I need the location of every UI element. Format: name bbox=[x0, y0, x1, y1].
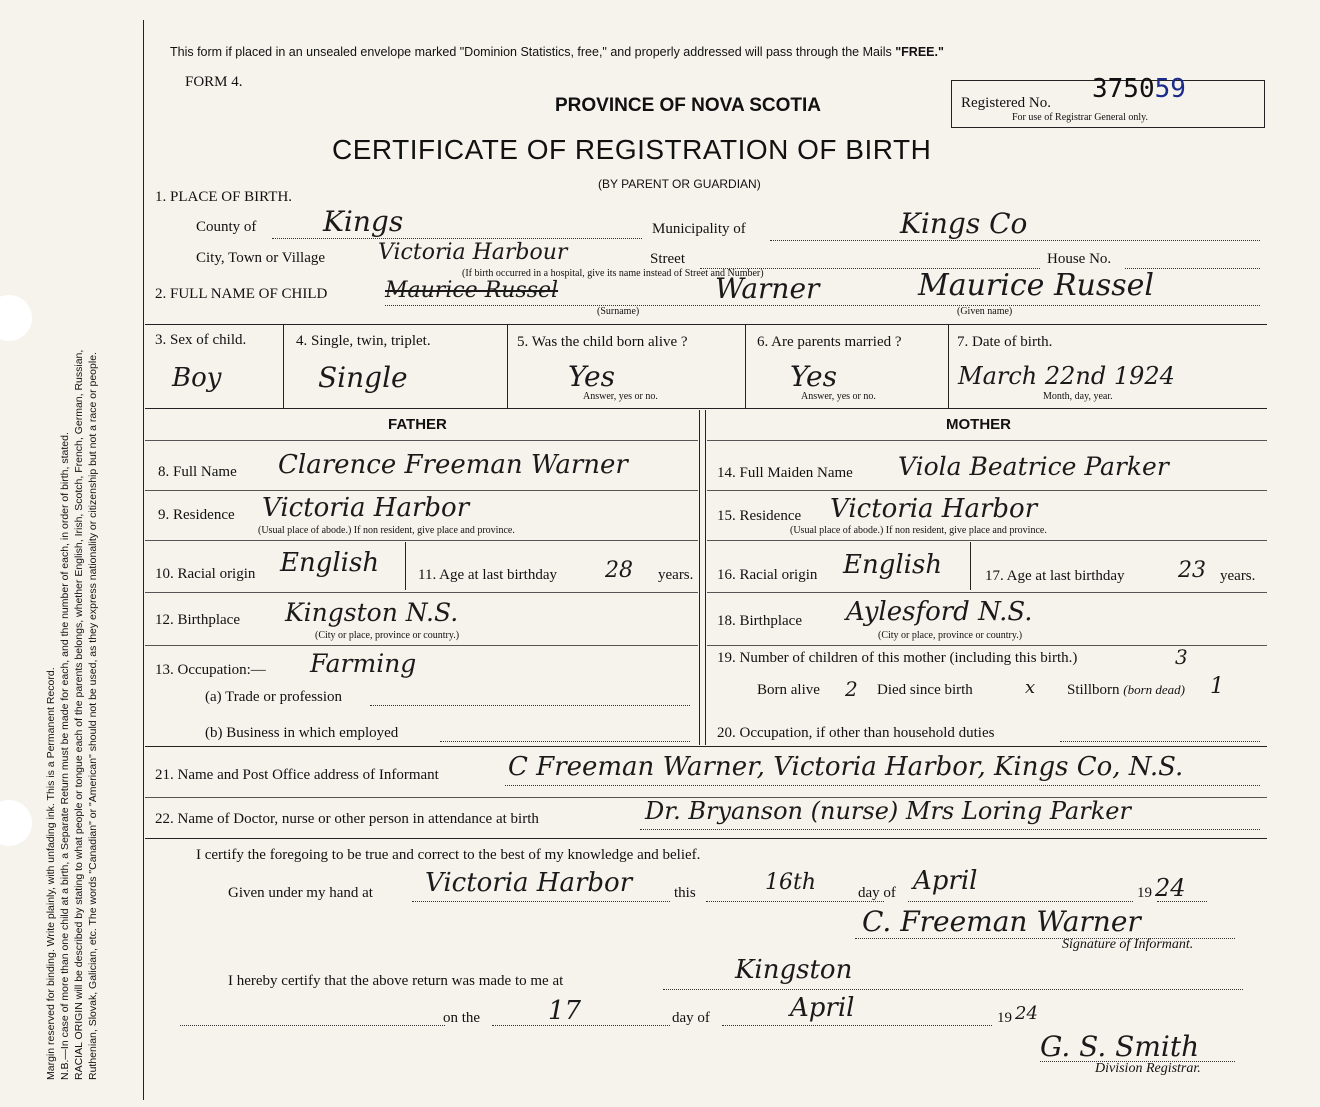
side-note-4: Ruthenian, Slovak, Galician, etc. The words "Canadian" or "American" should not be used, as they express nationality or citizenship but not a race or people. bbox=[87, 352, 99, 1080]
doctor-label: 22. Name of Doctor, nurse or other person in attendance at birth bbox=[155, 811, 539, 827]
side-note-2: N.B.—In case of more than one child at a birth, a Separate Return must be made for each, and the number of each, in order of birth, stated. bbox=[59, 432, 71, 1080]
margin-rule bbox=[143, 20, 144, 1100]
stillborn-value: 1 bbox=[1210, 674, 1224, 699]
date-value: March 22nd 1924 bbox=[958, 362, 1175, 390]
municipality-label: Municipality of bbox=[652, 221, 746, 237]
sex-value: Boy bbox=[172, 363, 222, 393]
given-year-prefix: 19 bbox=[1137, 885, 1152, 901]
father-occupation-label: 13. Occupation:— bbox=[155, 662, 266, 678]
registrar-month-value: April bbox=[790, 993, 855, 1023]
twin-label: 4. Single, twin, triplet. bbox=[296, 333, 431, 349]
surname-caption: (Surname) bbox=[597, 306, 640, 317]
father-abode-note: (Usual place of abode.) If non resident, give place and province. bbox=[258, 525, 515, 536]
father-age-value: 28 bbox=[605, 558, 633, 583]
informant-label: 21. Name and Post Office address of Informant bbox=[155, 767, 439, 783]
father-birthplace-value: Kingston N.S. bbox=[285, 598, 459, 627]
city-value: Victoria Harbour bbox=[378, 240, 568, 265]
mother-occupation-label: 20. Occupation, if other than household duties bbox=[717, 725, 995, 741]
given-under-label: Given under my hand at bbox=[228, 885, 373, 901]
certify-statement: I certify the foregoing to be true and correct to the best of my knowledge and belief. bbox=[196, 847, 701, 863]
mother-residence-label: 15. Residence bbox=[717, 508, 802, 524]
father-trade-label: (a) Trade or profession bbox=[205, 689, 343, 705]
registrar-use-note: For use of Registrar General only. bbox=[1012, 112, 1148, 123]
died-label: Died since birth bbox=[877, 682, 973, 698]
mother-racial-label: 16. Racial origin bbox=[717, 567, 818, 583]
father-age-label: 11. Age at last birthday bbox=[418, 567, 557, 583]
given-caption: (Given name) bbox=[957, 306, 1013, 317]
child-surname: Warner bbox=[715, 272, 820, 305]
side-margin-notes bbox=[8, 20, 138, 1100]
father-age-years: years. bbox=[658, 567, 694, 583]
given-year-value: 24 bbox=[1155, 874, 1186, 902]
father-city-note: (City or place, province or country.) bbox=[315, 630, 460, 641]
died-value: x bbox=[1025, 677, 1036, 698]
father-birthplace-label: 12. Birthplace bbox=[155, 612, 240, 628]
informant-value: C Freeman Warner, Victoria Harbor, Kings Co, N.S. bbox=[508, 752, 1184, 782]
father-heading: FATHER bbox=[388, 416, 447, 433]
page-title: CERTIFICATE OF REGISTRATION OF BIRTH bbox=[332, 134, 932, 165]
child-name-struck: Maurice Russel bbox=[385, 278, 559, 303]
mother-abode-note: (Usual place of abode.) If non resident, give place and province. bbox=[790, 525, 1047, 536]
municipality-value: Kings Co bbox=[900, 207, 1028, 240]
mail-notice: This form if placed in an unsealed envelope marked "Dominion Statistics, free," and properly addressed will pass through the Mails "FREE." bbox=[170, 45, 944, 59]
father-name-value: Clarence Freeman Warner bbox=[278, 450, 628, 480]
stillborn-label: Stillborn (born dead) bbox=[1067, 682, 1186, 698]
mother-racial-value: English bbox=[843, 550, 943, 580]
child-name-label: 2. FULL NAME OF CHILD bbox=[155, 286, 328, 302]
house-label: House No. bbox=[1047, 251, 1112, 267]
father-residence-value: Victoria Harbor bbox=[262, 493, 470, 523]
registrar-signature: G. S. Smith bbox=[1040, 1030, 1200, 1063]
mother-city-note: (City or place, province or country.) bbox=[878, 630, 1023, 641]
form-number: FORM 4. bbox=[185, 74, 243, 90]
registrar-place-value: Kingston bbox=[735, 955, 853, 985]
side-note-3: RACIAL ORIGIN will be described by stating to what people or tongue each of the parents belongs, whether English, Irish, Scotch, French, German, Russian, bbox=[73, 349, 85, 1080]
mother-age-value: 23 bbox=[1178, 558, 1206, 583]
father-racial-label: 10. Racial origin bbox=[155, 566, 256, 582]
informant-signature-caption: Signature of Informant. bbox=[1062, 937, 1194, 952]
mother-residence-value: Victoria Harbor bbox=[830, 494, 1038, 524]
father-racial-value: English bbox=[280, 548, 380, 578]
child-given-name: Maurice Russel bbox=[918, 268, 1155, 303]
mother-name-label: 14. Full Maiden Name bbox=[717, 465, 853, 481]
registrar-caption: Division Registrar. bbox=[1095, 1061, 1201, 1076]
date-label: 7. Date of birth. bbox=[957, 334, 1053, 350]
mother-children-label: 19. Number of children of this mother (including this birth.) bbox=[717, 650, 1078, 666]
given-day-value: 16th bbox=[765, 870, 817, 895]
born-alive-value: 2 bbox=[845, 677, 858, 701]
on-the-label: on the bbox=[443, 1010, 481, 1026]
registrar-year-value: 24 bbox=[1015, 1003, 1038, 1024]
mother-age-years: years. bbox=[1220, 568, 1256, 584]
given-month-value: April bbox=[913, 866, 978, 896]
county-value: Kings bbox=[323, 205, 404, 238]
mother-birthplace-label: 18. Birthplace bbox=[717, 613, 802, 629]
informant-signature: C. Freeman Warner bbox=[862, 905, 1141, 938]
mother-children-value: 3 bbox=[1175, 645, 1188, 669]
married-value: Yes bbox=[790, 360, 837, 393]
married-caption: Answer, yes or no. bbox=[801, 391, 876, 402]
given-day-of-label: day of bbox=[858, 885, 896, 901]
registrar-day-of-label: day of bbox=[672, 1010, 710, 1026]
mother-heading: MOTHER bbox=[946, 416, 1011, 433]
side-note-1: Margin reserved for binding. Write plainly, with unfading ink. This is a Permanent Record. bbox=[45, 667, 57, 1080]
alive-value: Yes bbox=[568, 360, 615, 393]
province-heading: PROVINCE OF NOVA SCOTIA bbox=[555, 95, 822, 116]
street-label: Street bbox=[650, 251, 685, 267]
father-name-label: 8. Full Name bbox=[158, 464, 237, 480]
hospital-note: (If birth occurred in a hospital, give its name instead of Street and Number) bbox=[462, 268, 764, 279]
mother-birthplace-value: Aylesford N.S. bbox=[846, 597, 1033, 627]
father-business-label: (b) Business in which employed bbox=[205, 725, 399, 741]
page-subtitle: (BY PARENT OR GUARDIAN) bbox=[598, 177, 761, 191]
city-label: City, Town or Village bbox=[196, 250, 326, 266]
place-of-birth-label: 1. PLACE OF BIRTH. bbox=[155, 189, 293, 205]
born-alive-label: Born alive bbox=[757, 682, 820, 698]
mother-age-label: 17. Age at last birthday bbox=[985, 568, 1125, 584]
sex-label: 3. Sex of child. bbox=[155, 332, 247, 348]
registered-label: Registered No. bbox=[961, 95, 1051, 111]
doctor-value: Dr. Bryanson (nurse) Mrs Loring Parker bbox=[645, 797, 1131, 825]
father-residence-label: 9. Residence bbox=[158, 507, 235, 523]
alive-caption: Answer, yes or no. bbox=[583, 391, 658, 402]
given-place-value: Victoria Harbor bbox=[425, 868, 633, 898]
date-caption: Month, day, year. bbox=[1043, 391, 1113, 402]
county-label: County of bbox=[196, 219, 257, 235]
registered-number: 375059 bbox=[1092, 74, 1186, 104]
twin-value: Single bbox=[318, 361, 408, 394]
alive-label: 5. Was the child born alive ? bbox=[517, 334, 688, 350]
this-label: this bbox=[674, 885, 696, 901]
registrar-day-value: 17 bbox=[548, 996, 582, 1026]
married-label: 6. Are parents married ? bbox=[757, 334, 902, 350]
registrar-year-prefix: 19 bbox=[997, 1010, 1012, 1026]
registrar-statement: I hereby certify that the above return was made to me at bbox=[228, 973, 564, 989]
mother-name-value: Viola Beatrice Parker bbox=[898, 452, 1169, 481]
father-occupation-value: Farming bbox=[310, 649, 417, 678]
